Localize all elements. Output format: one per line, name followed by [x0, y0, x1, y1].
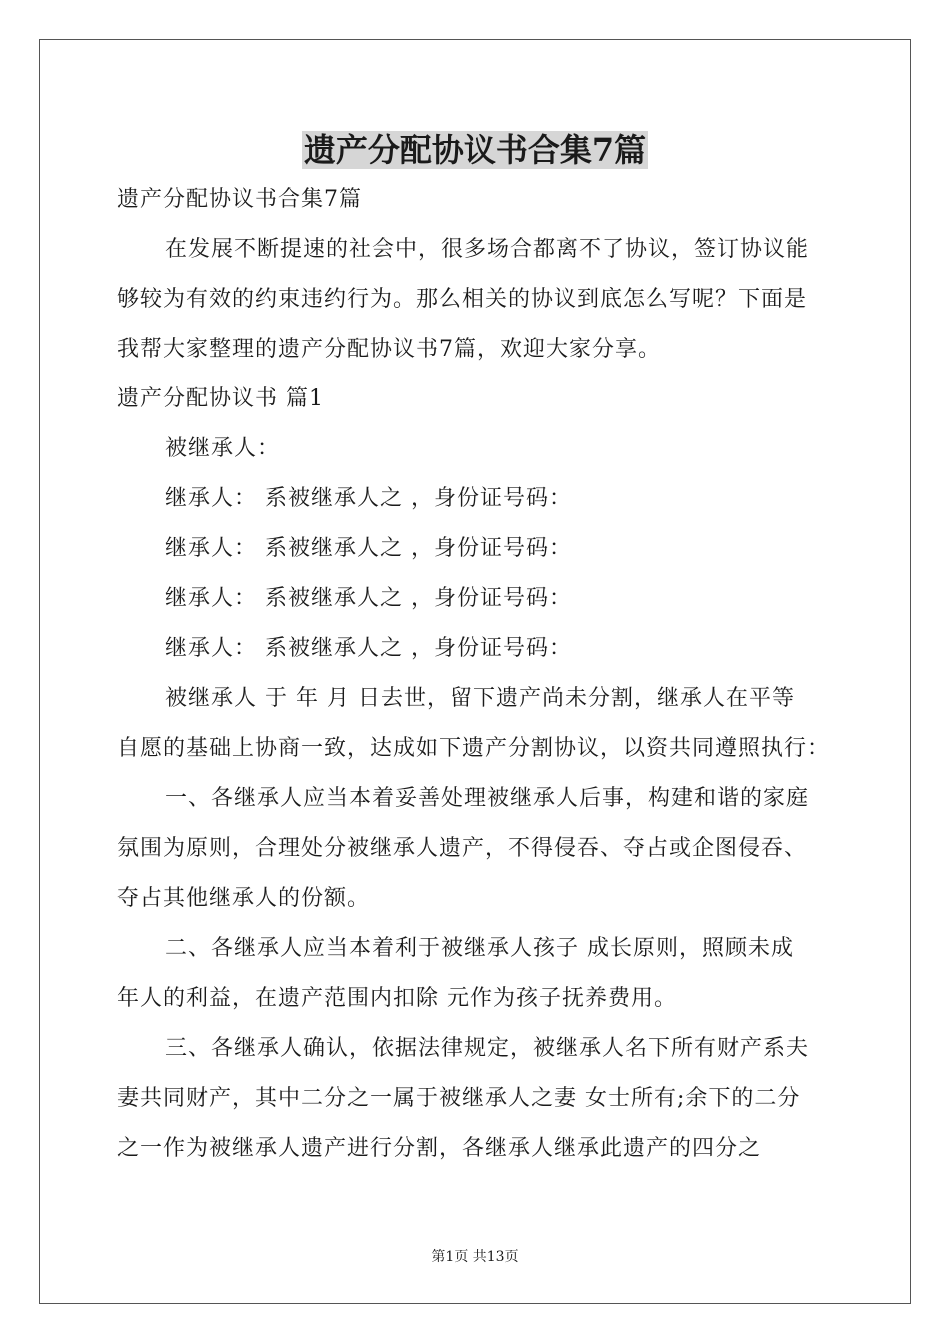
text-line: 被继承人： — [165, 436, 281, 461]
subtitle-line: 遗产分配协议书合集7篇 — [117, 187, 362, 212]
text-line: 年人的利益，在遗产范围内扣除 元作为孩子抚养费用。 — [117, 986, 677, 1011]
text-line: 被继承人 于 年 月 日去世，留下遗产尚未分割，继承人在平等 — [165, 686, 795, 711]
page-number: 第1页 共13页 — [431, 1249, 519, 1265]
text-line: 二、各继承人应当本着利于被继承人孩子 成长原则，照顾未成 — [165, 936, 794, 961]
text-line: 继承人： 系被继承人之 ，身份证号码： — [165, 586, 572, 611]
text-line: 继承人： 系被继承人之 ，身份证号码： — [165, 486, 572, 511]
text-line: 三、各继承人确认，依据法律规定，被继承人名下所有财产系夫 — [165, 1036, 810, 1061]
text-line: 继承人： 系被继承人之 ，身份证号码： — [165, 536, 572, 561]
document-title — [0, 126, 950, 174]
text-line: 一、各继承人应当本着妥善处理被继承人后事，构建和谐的家庭 — [165, 786, 810, 811]
page-border — [39, 39, 911, 1304]
text-line: 在发展不断提速的社会中，很多场合都离不了协议，签订协议能 — [165, 237, 810, 262]
text-line: 氛围为原则，合理处分被继承人遗产，不得侵吞、夺占或企图侵吞、 — [117, 836, 808, 861]
text-line: 够较为有效的约束违约行为。那么相关的协议到底怎么写呢？下面是 — [117, 287, 808, 312]
text-line: 自愿的基础上协商一致，达成如下遗产分割协议，以资共同遵照执行： — [117, 736, 831, 761]
text-line: 继承人： 系被继承人之 ，身份证号码： — [165, 636, 572, 661]
text-line: 夺占其他继承人的份额。 — [117, 886, 371, 911]
text-line: 我帮大家整理的遗产分配协议书7篇，欢迎大家分享。 — [117, 337, 661, 362]
text-line: 妻共同财产，其中二分之一属于被继承人之妻 女士所有;余下的二分 — [117, 1086, 801, 1111]
text-line: 之一作为被继承人遗产进行分割，各继承人继承此遗产的四分之 — [117, 1136, 762, 1161]
document-title-text: 遗产分配协议书合集7篇 — [303, 131, 647, 169]
section-heading: 遗产分配协议书 篇1 — [117, 386, 324, 411]
